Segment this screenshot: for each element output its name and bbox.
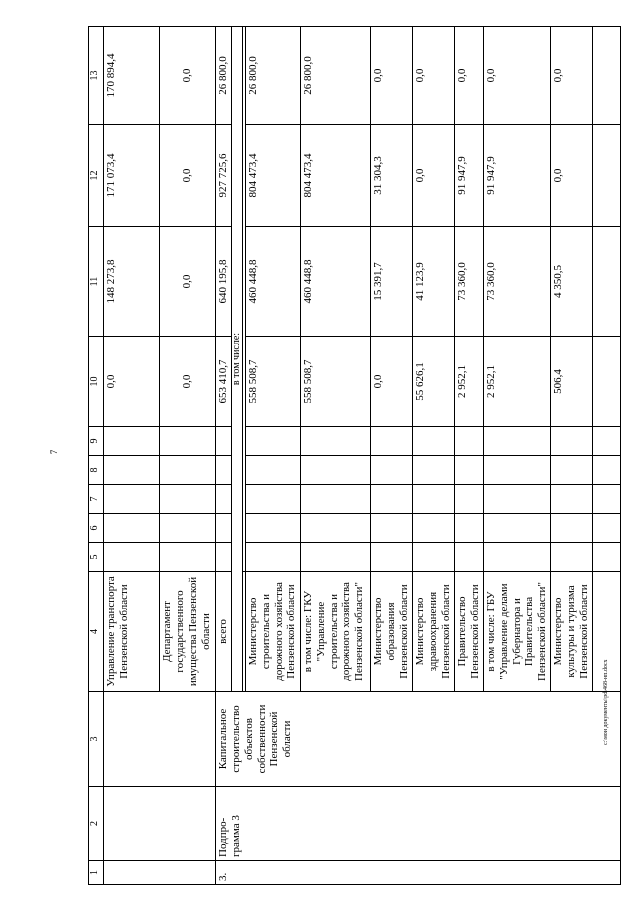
value-cell: 558 508,7 [300, 337, 370, 427]
value-cell: 0,0 [160, 227, 216, 337]
table-row-total [216, 27, 232, 885]
value-cell: 558 508,7 [245, 337, 300, 427]
col-number: 12 [89, 125, 104, 227]
value-cell: 31 304,3 [370, 125, 412, 227]
responsible-cell: Министерство здравоохранения Пензенской области [412, 572, 454, 692]
responsible-cell: в том числе: ГБУ "Управление делами Губернатора и Правительства Пензенской области" [483, 572, 550, 692]
footer-file-path: c:\мои документы\pd\468-нп.docx [603, 659, 609, 745]
section-status: Подпро-грамма 3 [216, 787, 621, 861]
responsible-cell: Департамент государственного имущества Пензенской области [160, 572, 216, 692]
value-cell: 804 473,4 [245, 125, 300, 227]
value-cell: 41 123,9 [412, 227, 454, 337]
responsible-cell: Министерство строительства и дорожного хозяйства Пензенской области [245, 572, 300, 692]
section-name: Капитальное строительство объектов собственности Пензенской области [216, 692, 621, 787]
page-number: 7 [49, 449, 59, 455]
value-cell: 506,4 [551, 337, 593, 427]
value-cell: 91 947,9 [454, 125, 483, 227]
table-row [104, 27, 160, 885]
value-cell: 0,0 [412, 125, 454, 227]
value-cell: 0,0 [551, 27, 593, 125]
value-cell: 0,0 [370, 337, 412, 427]
value-cell: 171 073,4 [104, 125, 160, 227]
col-number: 7 [89, 485, 104, 514]
section-number: 3. [216, 861, 621, 885]
value-cell: 0,0 [160, 125, 216, 227]
value-cell: 73 360,0 [454, 227, 483, 337]
value-cell: 460 448,8 [300, 227, 370, 337]
rotated-table-wrapper [88, 27, 621, 885]
value-cell: 2 952,1 [454, 337, 483, 427]
value-cell: 73 360,0 [483, 227, 550, 337]
col-number: 10 [89, 337, 104, 427]
value-cell: 26 800,0 [245, 27, 300, 125]
value-cell: 170 894,4 [104, 27, 160, 125]
col-number: 4 [89, 572, 104, 692]
table-row [160, 27, 216, 885]
responsible-cell: Министерство образования Пензенской области [370, 572, 412, 692]
responsible-cell: Управление транспорта Пензенской области [104, 572, 160, 692]
responsible-cell: Министерство культуры и туризма Пензенской области [551, 572, 593, 692]
value-cell: 26 800,0 [300, 27, 370, 125]
budget-table [88, 26, 621, 885]
value-cell: 653 410,7 [216, 337, 232, 427]
value-cell: 91 947,9 [483, 125, 550, 227]
col-number: 11 [89, 227, 104, 337]
value-cell: 460 448,8 [245, 227, 300, 337]
value-cell: 55 626,1 [412, 337, 454, 427]
col-number: 6 [89, 514, 104, 543]
value-cell: 804 473,4 [300, 125, 370, 227]
value-cell: 0,0 [483, 27, 550, 125]
value-cell: 15 391,7 [370, 227, 412, 337]
value-cell: 927 725,6 [216, 125, 232, 227]
value-cell: 26 800,0 [216, 27, 232, 125]
col-number: 13 [89, 27, 104, 125]
col-number: 1 [89, 861, 104, 885]
value-cell: 0,0 [160, 337, 216, 427]
value-cell: 0,0 [370, 27, 412, 125]
value-cell: 0,0 [104, 337, 160, 427]
col-number: 3 [89, 692, 104, 787]
value-cell: 0,0 [160, 27, 216, 125]
value-cell: 2 952,1 [483, 337, 550, 427]
responsible-cell: в том числе: ГКУ "Управление строительства и дорожного хозяйства Пензенской области" [300, 572, 370, 692]
value-cell: 0,0 [551, 125, 593, 227]
value-cell: 640 195,8 [216, 227, 232, 337]
col-number: 2 [89, 787, 104, 861]
value-cell: 148 273,8 [104, 227, 160, 337]
col-number: 5 [89, 543, 104, 572]
value-cell: 4 350,5 [551, 227, 593, 337]
responsible-cell: всего [216, 572, 232, 692]
col-number: 9 [89, 427, 104, 456]
column-number-row [89, 27, 104, 885]
value-cell: 0,0 [454, 27, 483, 125]
value-cell: 0,0 [412, 27, 454, 125]
responsible-cell: Правительство Пензенской области [454, 572, 483, 692]
including-label: в том числе: [231, 27, 242, 692]
col-number: 8 [89, 456, 104, 485]
